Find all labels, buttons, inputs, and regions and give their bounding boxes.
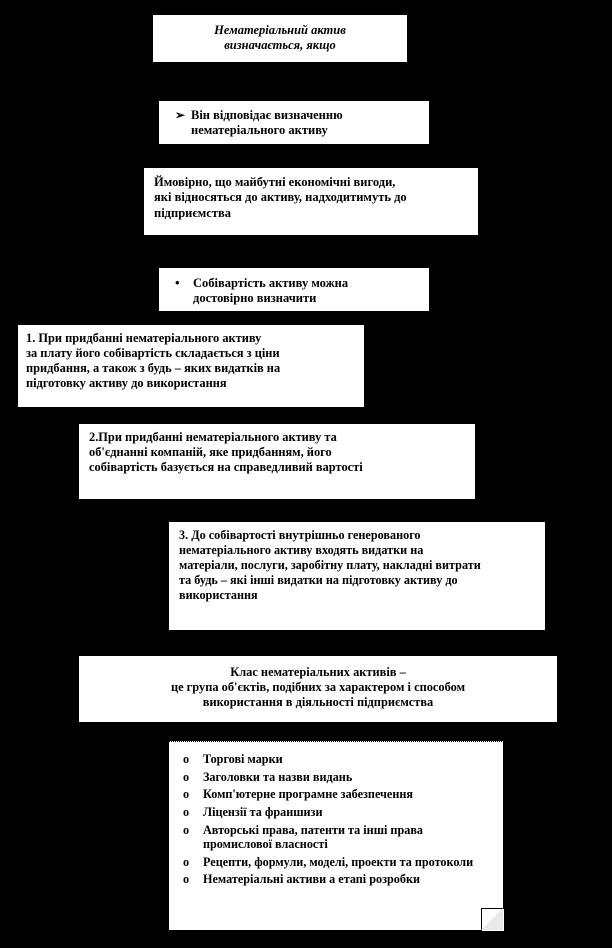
list-item bbox=[183, 804, 493, 820]
list-item bbox=[183, 769, 493, 785]
list-item-label: Авторські права, патенти та інші права промислової власності bbox=[203, 822, 423, 852]
benefits-line-2: які відносяться до активу, надходитимуть до bbox=[154, 190, 407, 205]
list-item-label: Комп'ютерне програмне забезпечення bbox=[203, 787, 413, 802]
cost-rule-3-box bbox=[168, 521, 546, 631]
cost-rule-1-line-4: підготовку активу до використання bbox=[26, 376, 227, 391]
cost-rule-3-line-3: матеріали, послуги, заробітну плату, накладні витрати bbox=[179, 557, 481, 572]
cost-rule-1-box bbox=[17, 324, 365, 408]
cost-rule-2-box bbox=[78, 423, 476, 500]
criterion-2-line-1: Собівартість активу можна bbox=[193, 276, 349, 290]
list-item bbox=[183, 854, 493, 870]
cost-rule-3-line-1: 3. До собівартості внутрішньо генерованого bbox=[179, 528, 421, 542]
list-item-label: Торгові марки bbox=[203, 752, 283, 766]
class-line-2: це група об'єктів, подібних за характером і способом bbox=[170, 680, 466, 695]
list-item-label: Рецепти, формули, моделі, проекти та протоколи bbox=[203, 854, 474, 869]
list-item-label: Ліцензії та франшизи bbox=[203, 804, 323, 819]
criterion-1-line-1: Він відповідає визначенню bbox=[191, 108, 343, 122]
cost-rule-2-line-1: 2.При придбанні нематеріального активу та bbox=[89, 430, 337, 444]
list-item bbox=[183, 872, 493, 887]
benefits-line-1: Ймовірно, що майбутні економічні вигоди, bbox=[154, 175, 396, 189]
folded-corner-icon bbox=[481, 908, 504, 931]
list-item bbox=[183, 822, 493, 852]
criterion-definition-box bbox=[158, 100, 430, 145]
cost-rule-2-line-3: собівартість базується на справедливий вартості bbox=[89, 460, 363, 475]
criterion-cost-box bbox=[158, 267, 430, 312]
list-item-label: Нематеріальні активи а етапі розробки bbox=[203, 872, 421, 887]
cost-rule-1-line-3: придбання, а також з будь – яких видатків на bbox=[26, 361, 281, 376]
cost-rule-1-line-1: 1. При придбанні нематеріального активу bbox=[26, 331, 262, 345]
title-line-2: визначається, якщо bbox=[224, 38, 336, 53]
cost-rule-3-line-2: нематеріального активу входять видатки на bbox=[179, 542, 424, 557]
circle-bullet-icon: o bbox=[183, 854, 190, 869]
class-list bbox=[181, 752, 493, 887]
criterion-2-line-2: достовірно визначити bbox=[193, 291, 317, 306]
list-item bbox=[183, 787, 493, 802]
cost-rule-1-line-2: за плату його собівартість складається з ціни bbox=[26, 346, 280, 361]
curved-arrow-icon bbox=[100, 746, 174, 808]
circle-bullet-icon: o bbox=[183, 804, 190, 819]
circle-bullet-icon: o bbox=[183, 787, 190, 802]
title-line-1: Нематеріальний актив bbox=[214, 23, 346, 37]
arrow-bullet-icon: ➢ bbox=[175, 108, 186, 122]
criterion-1-line-2: нематеріального активу bbox=[191, 123, 328, 138]
circle-bullet-icon: o bbox=[183, 752, 190, 766]
circle-bullet-icon: o bbox=[183, 872, 190, 887]
list-item-label: Заголовки та назви видань bbox=[203, 769, 353, 784]
circle-bullet-icon: o bbox=[183, 822, 190, 837]
benefits-line-3: підприємства bbox=[154, 205, 231, 220]
class-line-1: Клас нематеріальних активів – bbox=[230, 665, 406, 679]
cost-rule-3-line-5: використання bbox=[179, 587, 258, 602]
cost-rule-3-line-4: та будь – які інші видатки на підготовку активу до bbox=[179, 572, 458, 587]
list-item bbox=[183, 752, 493, 767]
dot-bullet-icon: • bbox=[175, 275, 180, 290]
class-list-box bbox=[168, 741, 504, 931]
cost-rule-2-line-2: об'єднанні компаній, яке придбанням, його bbox=[89, 445, 332, 460]
class-line-3: використання в діяльності підприємства bbox=[202, 695, 434, 710]
title-box bbox=[152, 14, 408, 63]
circle-bullet-icon: o bbox=[183, 769, 190, 784]
probable-benefits-box bbox=[143, 167, 479, 236]
class-definition-box bbox=[78, 655, 558, 723]
